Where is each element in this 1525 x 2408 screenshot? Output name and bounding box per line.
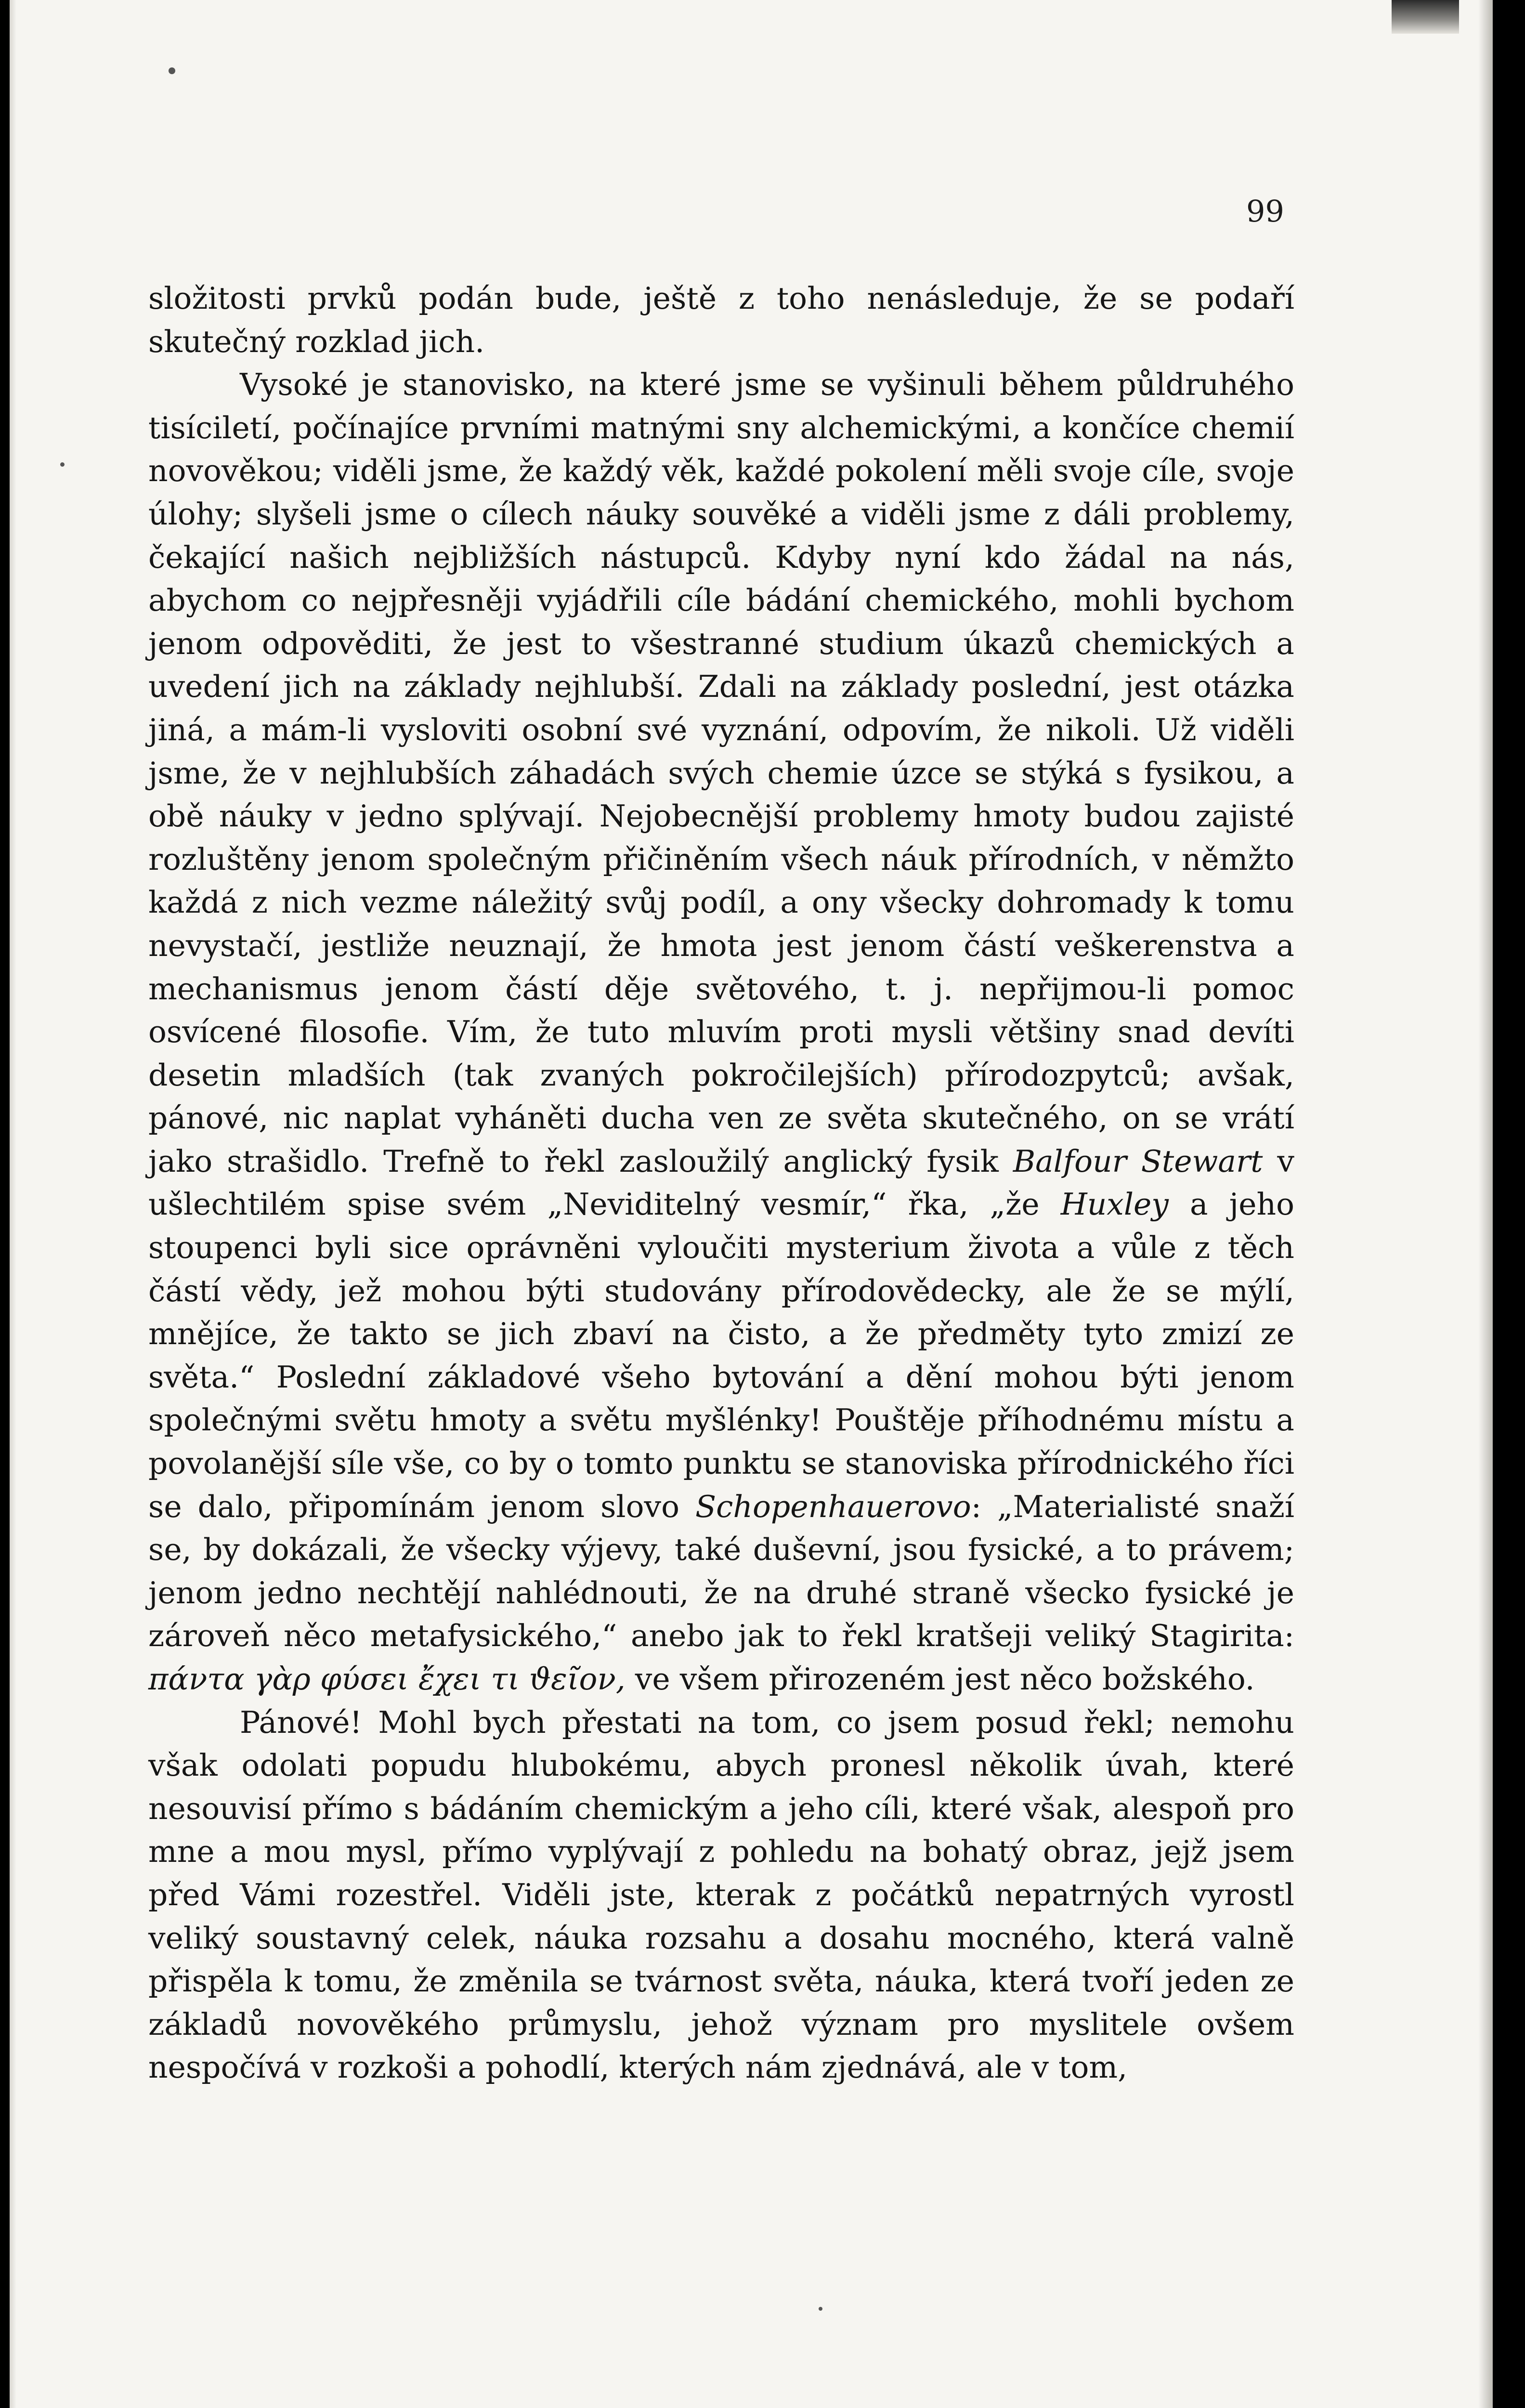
page-left-edge <box>10 0 16 2408</box>
paragraph-2-text-a: Vysoké je stanovisko, na které jsme se vyšinuli během půldruhého tisíciletí, počínajíce prvními matnými sny alchemickými, a končíce chemií novověkou; viděli jsme, že každý věk, každé pokolení měli svoje cíle, svoje úlohy; slyšeli jsme o cílech náuky souvěké a viděli jsme z dáli problemy, čekající našich nejbližších nástupců. Kdyby nyní kdo žádal na nás, abychom co nejpřesněji vyjádřili cíle bádání chemického, mohli bychom jenom odpověditi, že jest to všestranné studium úkazů chemických a uvedení jich na základy nejhlubší. Zdali na základy poslední, jest otázka jiná, a mám-li vysloviti osobní své vyznání, odpovím, že nikoli. Už viděli jsme, že v nejhlubších záhadách svých chemie úzce se stýká s fysikou, a obě náuky v jedno splývají. Nejobecnější problemy hmoty budou zajisté rozluštěny jenom společným přičiněním všech náuk přírodních, v němžto každá z nich vezme náležitý svůj podíl, a ony všecky dohromady k tomu nevystačí, jestliže neuznají, že hmota jest jenom částí veškerenstva a mechanismus jenom částí děje světového, t. j. nepřijmou-li pomoc osvícené filosofie. Vím, že tuto mluvím proti mysli většiny snad devíti desetin mladších (tak zvaných pokročilejších) přírodozpytců; avšak, pánové, nic naplat vyháněti ducha ven ze světa skutečného, on se vrátí jako strašidlo. Trefně to řekl zasloužilý anglický fysik <box>148 367 1294 1179</box>
paragraph-2-text-c: a jeho stoupenci byli sice oprávněni vyloučiti mysterium života a vůle z těch částí vědy, jež mohou býti studovány přírodovědecky, ale že se mýlí, mnějíce, že takto se jich zbaví na čisto, a že předměty tyto zmizí ze světa.“ Poslední základové všeho bytování a dění mohou býti jenom společnými světu hmoty a světu myšlénky! Pouštěje příhodnému místu a povolanější síle vše, co by o tomto punktu se stanoviska přírodnického říci se dalo, připomínám jenom slovo <box>148 1187 1294 1524</box>
scan-speck <box>169 67 175 74</box>
book-page <box>10 0 1493 2408</box>
author-name-huxley: Huxley <box>1060 1187 1169 1222</box>
paragraph-3: Pánové! Mohl bych přestati na tom, co jsem posud řekl; nemohu však odolati popudu hlubokému, abych pronesl několik úvah, které nesouvisí přímo s bádáním chemickým a jeho cíli, které však, alespoň pro mne a mou mysl, přímo vyplývají z pohledu na bohatý obraz, jejž jsem před Vámi rozestřel. Viděli jste, kterak z počátků nepatrných vyrostl veliký soustavný celek, náuka rozsahu a dosahu mocného, která valně přispěla k tomu, že změnila se tvárnost světa, náuka, která tvoří jeden ze základů novověkého průmyslu, jehož význam pro myslitele ovšem nespočívá v rozkoši a pohodlí, kterých nám zjednává, ale v tom, <box>148 1704 1294 2085</box>
paragraph-1: složitosti prvků podán bude, ještě z toho nenásleduje, že se podaří skutečný rozklad jich. <box>148 281 1294 359</box>
scan-speck <box>819 2307 822 2311</box>
paragraph-2-text-d: : „Materialisté snaží se, by dokázali, že všecky výjevy, také duševní, jsou fysické, a to právem; jenom jedno nechtějí nahlédnouti, že na druhé straně všecko fysické je zároveň něco metafysického,“ anebo jak to řekl kratšeji veliký Stagirita: <box>148 1489 1294 1654</box>
paragraph-2-text-b: v ušlechtilém spise svém „Neviditelný vesmír,“ řka, „že <box>148 1143 1294 1222</box>
author-name-schopenhauer: Schopenhauerovo <box>695 1489 971 1524</box>
scan-speck <box>60 462 65 467</box>
body-text <box>148 277 1294 2089</box>
scan-top-mark <box>1392 0 1459 34</box>
page-right-edge <box>1478 0 1493 2408</box>
page-number: 99 <box>1246 194 1284 229</box>
greek-quotation: πάντα γὰρ φύσει ἔχει τι ϑεῖον, <box>148 1662 626 1697</box>
author-name-stewart: Balfour Stewart <box>1013 1143 1263 1179</box>
paragraph-2 <box>148 363 1294 1701</box>
paragraph-2-text-e: ve všem přirozeném jest něco božského. <box>625 1662 1255 1697</box>
